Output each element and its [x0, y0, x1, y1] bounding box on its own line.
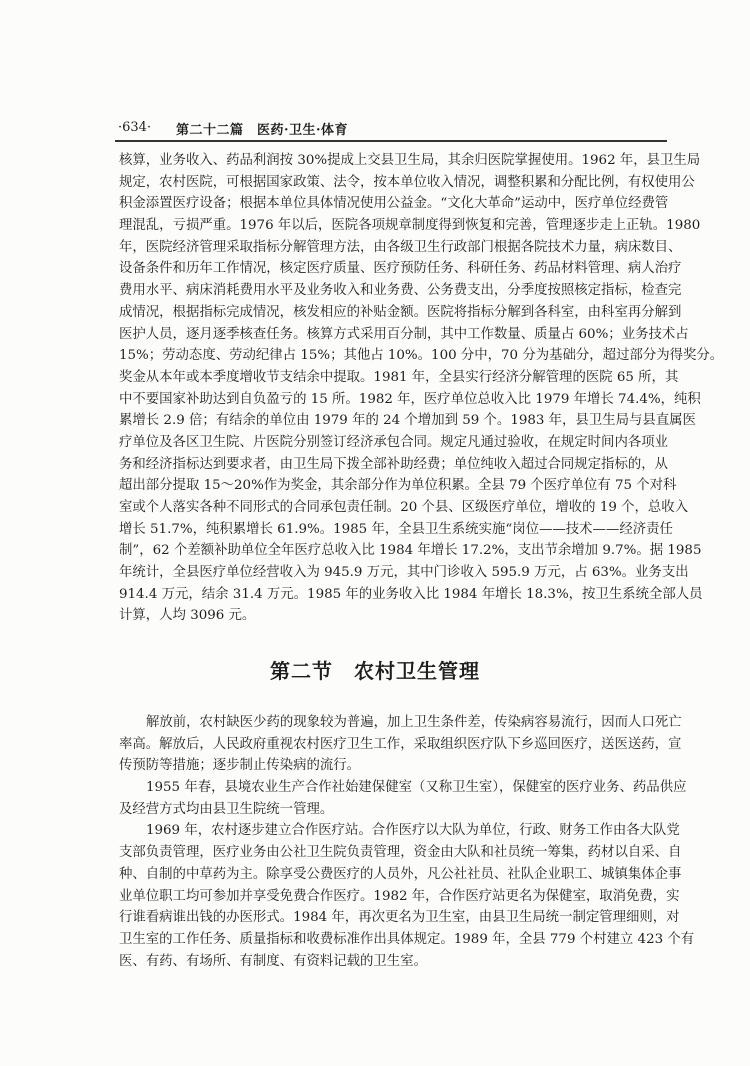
paragraph — [119, 712, 682, 777]
header-rule — [115, 140, 667, 142]
text-line: 务和经济指标达到要求者，由卫生局下拨全部补助经费；单位纯收入超过合同规定指标的，从 — [119, 456, 669, 472]
text-line: 15%；劳动态度、劳动纪律占 15%；其他占 10%。100 分中，70 分为基础分，超过部分为得奖分。 — [119, 348, 724, 364]
text-line: 医、有药、有场所、有制度、有资料记载的卫生室。 — [119, 953, 427, 969]
section-one-body — [119, 150, 724, 627]
text-line: 914.4 万元，结余 31.4 万元。1985 年的业务收入比 1984 年增长 18.3%，按卫生系统全部人员 — [119, 586, 703, 602]
text-line: 累增长 2.9 倍；有结余的单位由 1979 年的 24 个增加到 59 个。1983 年，县卫生局与县直属医 — [119, 413, 696, 429]
paragraph — [119, 777, 687, 820]
text-line: 制”，62 个差额补助单位全年医疗总收入比 1984 年增长 17.2%，支出节余增加 9.7%。据 1985 — [119, 543, 702, 559]
paragraph — [119, 150, 724, 627]
text-line: 传预防等措施；逐步制止传染病的流行。 — [119, 758, 361, 774]
text-line: 成情况，根据指标完成情况，核发相应的补贴金额。医院将指标分解到各科室，由科室再分解到 — [119, 304, 682, 320]
text-line: 解放前，农村缺医少药的现象较为普遍，加上卫生条件差，传染病容易流行，因而人口死亡 — [146, 715, 682, 730]
text-line: 业单位职工均可参加并享受免费合作医疗。1982 年，合作医疗站更名为保健室，取消免费，实 — [119, 888, 680, 904]
text-line: 增长 51.7%，纯积累增长 61.9%。1985 年，全县卫生系统实施“岗位——技术——经济责任 — [119, 521, 673, 537]
text-line: 行谁看病谁出钱的办医形式。1984 年，再次更名为卫生室，由县卫生局统一制定管理细则，对 — [119, 910, 680, 926]
text-line: 核算，业务收入、药品利润按 30%提成上交县卫生局，其余归医院掌握使用。1962 年，县卫生局 — [119, 153, 701, 168]
text-line: 率高。解放后，人民政府重视农村医疗卫生工作，采取组织医疗队下乡巡回医疗，送医送药，宣 — [119, 736, 682, 752]
text-line: 疗单位及各区卫生院、片医院分别签订经济承包合同。规定凡通过验收，在规定时间内各项业 — [119, 434, 669, 450]
text-line: 费用水平、病床消耗费用水平及业务收入和业务费、公务费支出，分季度按照核定指标，检查完 — [119, 283, 682, 299]
text-line: 积金添置医疗设备；根据本单位具体情况使用公益金。“文化大革命”运动中，医疗单位经费管 — [119, 196, 669, 212]
text-line: 奖金从本年或本季度增收节支结余中提取。1981 年，全县实行经济分解管理的医院 65 所，其 — [119, 369, 679, 385]
text-line: 1969 年，农村逐步建立合作医疗站。合作医疗以大队为单位，行政、财务工作由各大队党 — [146, 823, 680, 839]
text-line: 年统计，全县医疗单位经营收入为 945.9 万元，其中门诊收入 595.9 万元，占 63%。业务支出 — [119, 565, 689, 581]
text-line: 种、自制的中草药为主。除享受公费医疗的人员外，凡公社社员、社队企业职工、城镇集体企事 — [119, 866, 682, 882]
text-line: 室或个人落实各种不同形式的合同承包责任制。20 个县、区级医疗单位，增收的 19 个，总收入 — [119, 500, 689, 515]
page-number: ·634· — [118, 120, 152, 135]
text-line: 超出部分提取 15～20%作为奖金，其余部分作为单位积累。全县 79 个医疗单位有 75 个对科 — [119, 478, 677, 494]
section-two-body — [119, 712, 695, 972]
running-header — [118, 118, 666, 140]
part-title: 第二十二篇 医药·卫生·体育 — [176, 123, 349, 138]
text-line: 医护人员，逐月逐季核查任务。核算方式采用百分制，其中工作数量、质量占 60%；业务技术占 — [119, 326, 689, 342]
text-line: 卫生室的工作任务、质量指标和收费标准作出具体规定。1989 年，全县 779 个村建立 423 个有 — [119, 931, 695, 947]
text-line: 中不要国家补助达到自负盈亏的 15 所。1982 年，医疗单位总收入比 1979 年增长 74.4%，纯积 — [119, 391, 701, 407]
text-line: 设备条件和历年工作情况，核定医疗质量、医疗预防任务、科研任务、药品材料管理、病人治疗 — [119, 261, 682, 277]
text-line: 理混乱，亏损严重。1976 年以后，医院各项规章制度得到恢复和完善，管理逐步走上正轨。1980 — [119, 218, 701, 234]
text-line: 支部负责管理，医疗业务由公社卫生院负责管理，资金由大队和社员统一筹集，药材以自采、自 — [119, 845, 682, 861]
text-line: 1955 年春，县境农业生产合作社始建保健室（又称卫生室），保健室的医疗业务、药品供应 — [146, 780, 687, 796]
text-line: 计算，人均 3096 元。 — [119, 608, 256, 624]
text-line: 规定，农村医院，可根据国家政策、法令，按本单位收入情况，调整积累和分配比例，有权使用公 — [119, 174, 695, 190]
text-line: 及经营方式均由县卫生院统一管理。 — [119, 801, 334, 817]
paragraph — [119, 820, 695, 972]
section-title: 第二节 农村卫生管理 — [270, 659, 480, 683]
text-line: 年，医院经济管理采取指标分解管理方法，由各级卫生行政部门根据各院技术力量，病床数目、 — [119, 239, 682, 255]
